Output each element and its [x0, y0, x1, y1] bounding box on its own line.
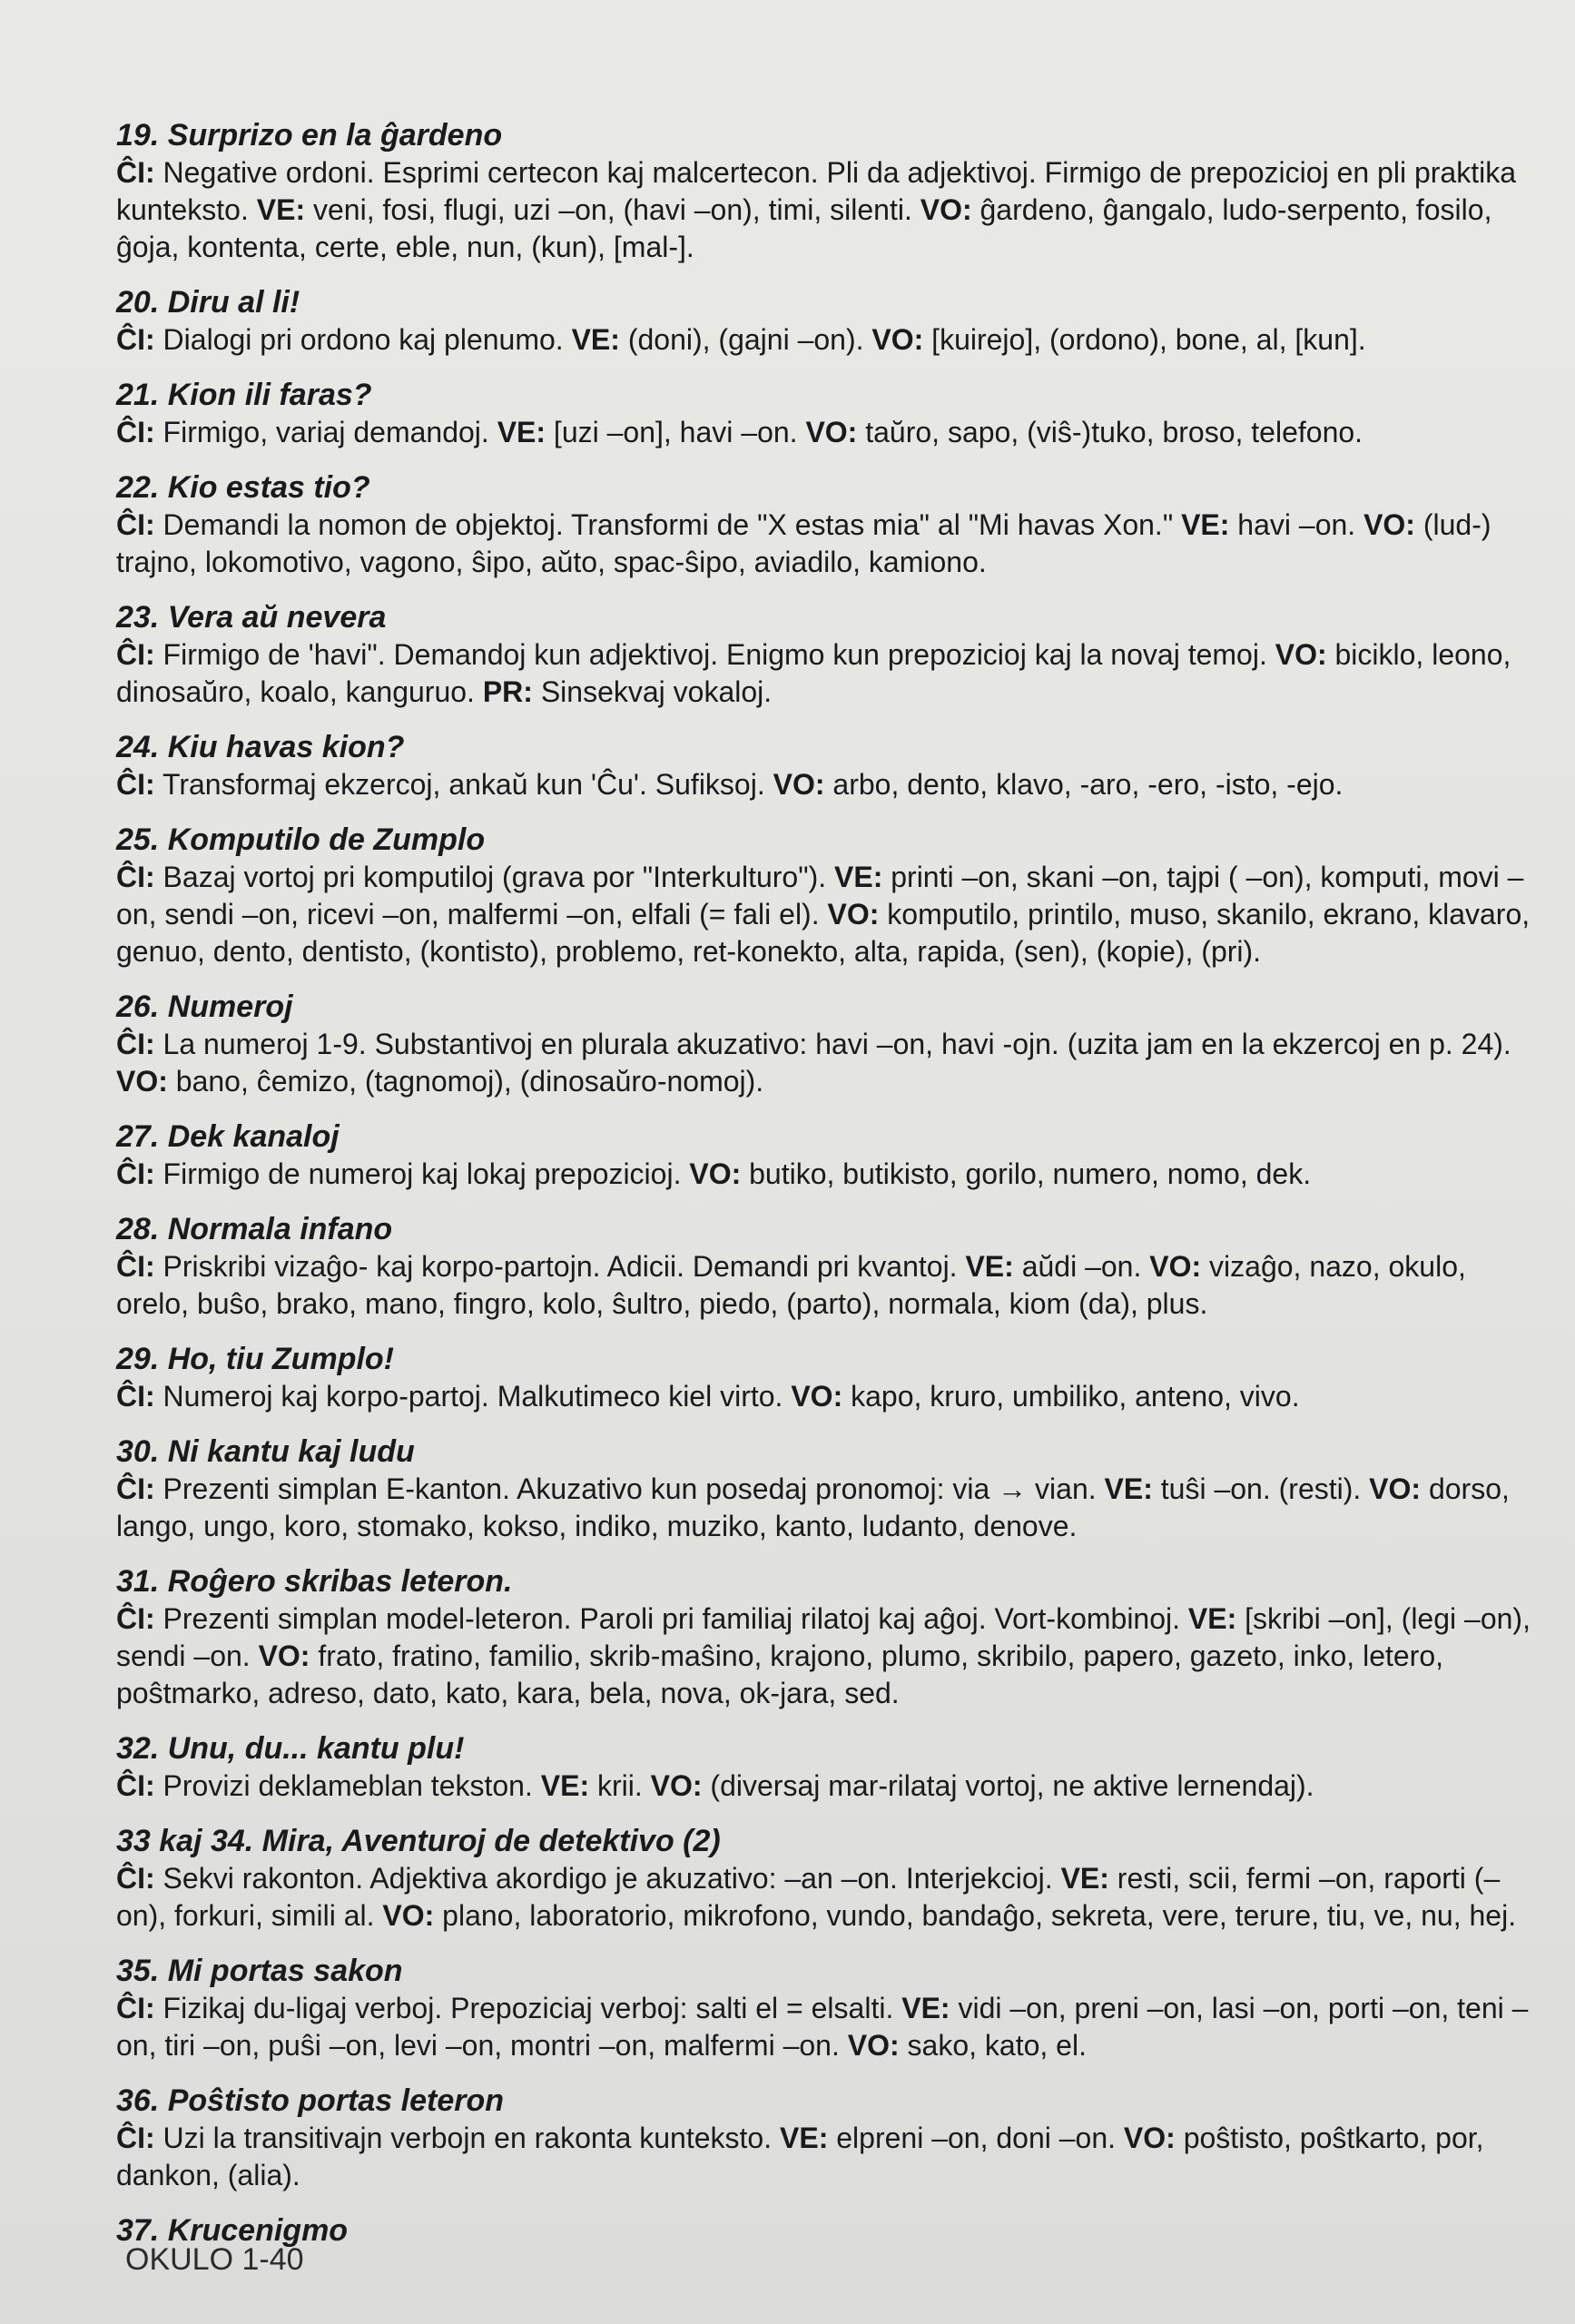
- lesson-title: 24. Kiu havas kion?: [116, 730, 405, 764]
- section-text: veni, fosi, flugi, uzi –on, (havi –on), timi, silenti.: [305, 193, 920, 226]
- section-label: VO:: [382, 1899, 435, 1932]
- section-text: elpreni –on, doni –on.: [828, 2122, 1124, 2154]
- lesson-description: [116, 154, 1532, 266]
- section-label: VO:: [773, 768, 825, 801]
- lesson-title: 37. Krucenigmo: [116, 2213, 349, 2248]
- section-text: Demandi la nomon de objektoj. Transformi de "X estas mia" al "Mi havas Xon.": [154, 508, 1182, 541]
- section-label: VO:: [1123, 2122, 1176, 2154]
- lesson-entry: [116, 1340, 1532, 1415]
- lesson-title: 29. Ho, tiu Zumplo!: [116, 1342, 394, 1376]
- section-text: Prezenti simplan E-kanton. Akuzativo kun posedaj pronomoj: via → vian.: [154, 1472, 1105, 1505]
- section-label: VE:: [497, 416, 546, 448]
- lesson-entry: [116, 728, 1532, 803]
- lesson-title: 32. Unu, du... kantu plu!: [116, 1731, 465, 1766]
- section-text: Firmigo de numeroj kaj lokaj prepozicioj.: [154, 1157, 690, 1190]
- section-label: PR:: [482, 675, 533, 708]
- lesson-description: [116, 2120, 1532, 2194]
- section-text: frato, fratino, familio, skrib-maŝino, krajono, plumo, skribilo, papero, gazeto, inko, letero, poŝtmarko, adreso, dato, kato, kara, bela, nova, ok-jara, sed.: [116, 1640, 1444, 1709]
- section-text: sako, kato, el.: [899, 2029, 1087, 2062]
- section-label: ĈI:: [116, 1602, 155, 1635]
- lesson-entry: [116, 376, 1532, 451]
- section-text: krii.: [589, 1769, 651, 1802]
- section-text: Sekvi rakonton. Adjektiva akordigo je akuzativo: –an –on. Interjekcioj.: [154, 1862, 1061, 1895]
- section-text: Uzi la transitivajn verbojn en rakonta kunteksto.: [154, 2122, 780, 2154]
- section-label: ĈI:: [116, 508, 155, 541]
- section-label: VE:: [1104, 1472, 1153, 1505]
- section-label: ĈI:: [116, 1250, 155, 1283]
- section-text: poŝtisto, poŝtkarto, por, dankon, (alia).: [116, 2122, 1484, 2191]
- section-text: printi –on, skani –on, tajpi ( –on), komputi, movi –on, sendi –on, ricevi –on, malfermi –on, elfali (= fali el).: [116, 861, 1524, 931]
- section-text: Provizi deklameblan tekston.: [154, 1769, 541, 1802]
- lesson-description: [116, 859, 1532, 970]
- section-label: ĈI:: [116, 1380, 155, 1413]
- lesson-entry: [116, 2211, 1532, 2250]
- lesson-entry: [116, 1952, 1532, 2064]
- section-label: ĈI:: [116, 1862, 155, 1895]
- lesson-title: 35. Mi portas sakon: [116, 1954, 403, 1988]
- section-text: resti, scii, fermi –on, raporti (–on), forkuri, simili al.: [116, 1862, 1501, 1932]
- section-label: ĈI:: [116, 638, 155, 671]
- lesson-entry: [116, 116, 1532, 266]
- section-label: ĈI:: [116, 768, 155, 801]
- section-text: vidi –on, preni –on, lasi –on, porti –on, teni –on, tiri –on, puŝi –on, levi –on, montri –on, malfermi –on.: [116, 1992, 1529, 2062]
- section-label: VE:: [965, 1250, 1014, 1283]
- lesson-title: 31. Roĝero skribas leteron.: [116, 1564, 513, 1599]
- section-label: ĈI:: [116, 1472, 155, 1505]
- lesson-entry: [116, 988, 1532, 1100]
- section-label: VO:: [1363, 508, 1415, 541]
- section-text: butiko, butikisto, gorilo, numero, nomo, dek.: [741, 1157, 1312, 1190]
- section-text: tuŝi –on. (resti).: [1152, 1472, 1370, 1505]
- section-label: ĈI:: [116, 861, 155, 893]
- lesson-description: [116, 414, 1532, 451]
- lesson-description: [116, 507, 1532, 581]
- lesson-title: 26. Numeroj: [116, 990, 293, 1024]
- section-label: VE:: [256, 193, 306, 226]
- section-text: Prezenti simplan model-leteron. Paroli pri familiaj rilatoj kaj aĝoj. Vort-kombinoj.: [154, 1602, 1188, 1635]
- section-label: VO:: [1369, 1472, 1422, 1505]
- lesson-description: [116, 1860, 1532, 1935]
- lesson-entry: [116, 598, 1532, 711]
- section-text: arbo, dento, klavo, -aro, -ero, -isto, -ejo.: [824, 768, 1344, 801]
- section-label: VO:: [1149, 1250, 1202, 1283]
- lesson-entry: [116, 1822, 1532, 1935]
- lesson-description: [116, 1378, 1532, 1415]
- section-label: ĈI:: [116, 1992, 155, 2024]
- section-text: Negative ordoni. Esprimi certecon kaj malcertecon. Pli da adjektivoj. Firmigo de prepozicioj en pli praktika kunteksto.: [116, 156, 1516, 226]
- section-label: VO:: [920, 193, 972, 226]
- lesson-entry: [116, 2082, 1532, 2194]
- section-label: ĈI:: [116, 416, 155, 448]
- lesson-entry: [116, 283, 1532, 359]
- section-label: VO:: [650, 1769, 703, 1802]
- section-label: VO:: [116, 1065, 168, 1098]
- section-label: VO:: [827, 898, 880, 931]
- section-text: Transformaj ekzercoj, ankaŭ kun 'Ĉu'. Sufiksoj.: [154, 768, 773, 801]
- section-label: VO:: [258, 1640, 310, 1672]
- section-label: VO:: [847, 2029, 900, 2062]
- section-text: (lud-) trajno, lokomotivo, vagono, ŝipo, aŭto, spac-ŝipo, aviadilo, kamiono.: [116, 508, 1491, 578]
- lesson-title: 22. Kio estas tio?: [116, 470, 370, 505]
- lesson-entry: [116, 1118, 1532, 1193]
- section-text: aŭdi –on.: [1013, 1250, 1150, 1283]
- section-label: ĈI:: [116, 1769, 155, 1802]
- section-label: VE:: [571, 323, 620, 356]
- section-label: VO:: [1275, 638, 1327, 671]
- section-label: VE:: [901, 1992, 950, 2024]
- lesson-title: 21. Kion ili faras?: [116, 378, 372, 412]
- lesson-title: 25. Komputilo de Zumplo: [116, 822, 486, 857]
- section-text: bano, ĉemizo, (tagnomoj), (dinosaŭro-nomoj).: [167, 1065, 764, 1098]
- lesson-description: [116, 636, 1532, 711]
- section-text: komputilo, printilo, muso, skanilo, ekrano, klavaro, genuo, dento, dentisto, (kontisto), problemo, ret-konekto, alta, rapida, (sen), (kopie), (pri).: [116, 898, 1531, 968]
- section-text: Firmigo de 'havi". Demandoj kun adjektivoj. Enigmo kun prepozicioj kaj la novaj temoj.: [154, 638, 1275, 671]
- section-text: havi –on.: [1229, 508, 1364, 541]
- lesson-title: 30. Ni kantu kaj ludu: [116, 1434, 415, 1469]
- section-label: ĈI:: [116, 323, 155, 356]
- lesson-description: [116, 1990, 1532, 2064]
- section-text: [uzi –on], havi –on.: [546, 416, 806, 448]
- section-text: Fizikaj du-ligaj verboj. Prepoziciaj verboj: salti el = elsalti.: [154, 1992, 902, 2024]
- lesson-title: 19. Surprizo en la ĝardeno: [116, 118, 503, 153]
- section-text: Priskribi vizaĝo- kaj korpo-partojn. Adicii. Demandi pri kvantoj.: [154, 1250, 966, 1283]
- section-label: ĈI:: [116, 2122, 155, 2154]
- section-label: VO:: [871, 323, 924, 356]
- section-label: ĈI:: [116, 1157, 155, 1190]
- section-text: La numeroj 1-9. Substantivoj en plurala akuzativo: havi –on, havi -ojn. (uzita jam en la ekzercoj en p. 24).: [154, 1028, 1511, 1060]
- section-label: VO:: [805, 416, 858, 448]
- section-label: VE:: [1187, 1602, 1237, 1635]
- section-text: taŭro, sapo, (viŝ-)tuko, broso, telefono.: [857, 416, 1363, 448]
- section-label: VO:: [791, 1380, 843, 1413]
- lesson-entry: [116, 821, 1532, 970]
- lesson-list: [116, 116, 1532, 2267]
- section-label: ĈI:: [116, 156, 155, 189]
- section-label: VE:: [834, 861, 883, 893]
- lesson-title: 28. Normala infano: [116, 1212, 393, 1246]
- section-text: Sinsekvaj vokaloj.: [532, 675, 773, 708]
- lesson-title: 23. Vera aŭ nevera: [116, 600, 387, 635]
- lesson-description: [116, 1471, 1532, 1545]
- lesson-entry: [116, 1433, 1532, 1545]
- section-text: Numeroj kaj korpo-partoj. Malkutimeco kiel virto.: [154, 1380, 792, 1413]
- section-label: ĈI:: [116, 1028, 155, 1060]
- section-text: ĝardeno, ĝangalo, ludo-serpento, fosilo, ĝoja, kontenta, certe, eble, nun, (kun), [mal-].: [116, 193, 1492, 263]
- section-text: vizaĝo, nazo, okulo, orelo, buŝo, brako, mano, fingro, kolo, ŝultro, piedo, (parto), normala, kiom (da), plus.: [116, 1250, 1466, 1320]
- lesson-title: 20. Diru al li!: [116, 285, 300, 320]
- lesson-entry: [116, 1562, 1532, 1712]
- section-label: VE:: [780, 2122, 829, 2154]
- section-text: [kuirejo], (ordono), bone, al, [kun].: [923, 323, 1366, 356]
- section-label: VO:: [689, 1157, 742, 1190]
- lesson-entry: [116, 468, 1532, 581]
- lesson-description: [116, 1248, 1532, 1323]
- lesson-entry: [116, 1729, 1532, 1805]
- section-text: (doni), (gajni –on).: [619, 323, 872, 356]
- lesson-description: [116, 1156, 1532, 1193]
- lesson-description: [116, 1026, 1532, 1100]
- lesson-description: [116, 766, 1532, 803]
- lesson-entry: [116, 1210, 1532, 1323]
- section-text: Firmigo, variaj demandoj.: [154, 416, 497, 448]
- lesson-description: [116, 1768, 1532, 1805]
- lesson-title: 33 kaj 34. Mira, Aventuroj de detektivo (2): [116, 1824, 721, 1858]
- lesson-title: 36. Poŝtisto portas leteron: [116, 2083, 504, 2118]
- section-text: biciklo, leono, dinosaŭro, koalo, kanguruo.: [116, 638, 1511, 708]
- section-text: plano, laboratorio, mikrofono, vundo, bandaĝo, sekreta, vere, terure, tiu, ve, nu, hej.: [434, 1899, 1517, 1932]
- section-text: kapo, kruro, umbiliko, anteno, vivo.: [842, 1380, 1300, 1413]
- lesson-description: [116, 1600, 1532, 1712]
- section-text: Bazaj vortoj pri komputiloj (grava por "Interkulturo").: [154, 861, 834, 893]
- section-text: Dialogi pri ordono kaj plenumo.: [154, 323, 572, 356]
- section-label: VE:: [1181, 508, 1230, 541]
- section-text: (diversaj mar-rilataj vortoj, ne aktive lernendaj).: [702, 1769, 1314, 1802]
- section-label: VE:: [540, 1769, 590, 1802]
- section-text: [skribi –on], (legi –on), sendi –on.: [116, 1602, 1531, 1672]
- section-text: dorso, lango, ungo, koro, stomako, kokso, indiko, muziko, kanto, ludanto, denove.: [116, 1472, 1510, 1542]
- page-footer: OKULO 1-40: [125, 2242, 304, 2277]
- lesson-description: [116, 321, 1532, 359]
- lesson-title: 27. Dek kanaloj: [116, 1119, 340, 1154]
- section-label: VE:: [1060, 1862, 1109, 1895]
